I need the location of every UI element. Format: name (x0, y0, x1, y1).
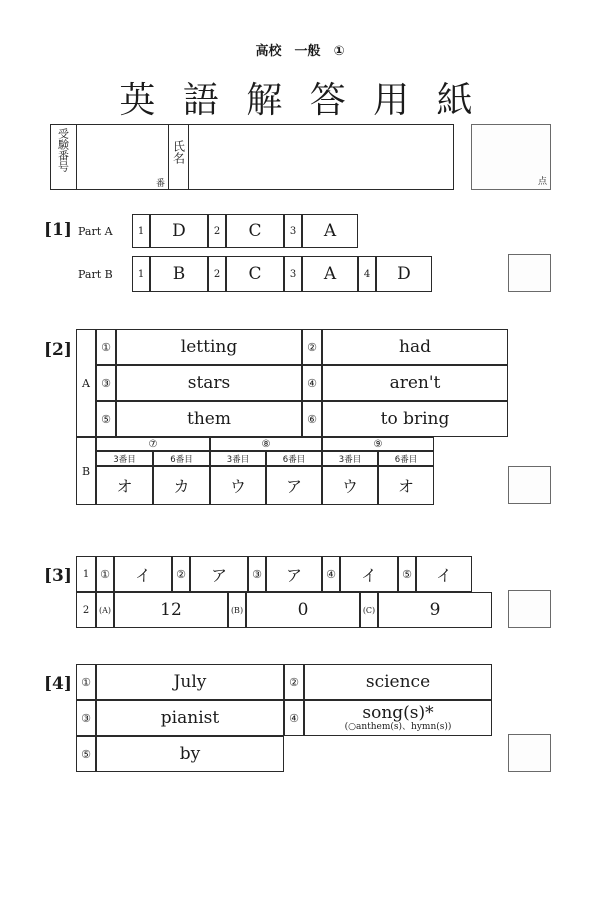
page-title: 英 語 解 答 用 紙 (119, 80, 481, 121)
q4-answer-4[interactable] (304, 700, 492, 736)
q3-1-answer-3[interactable]: ア (266, 556, 322, 592)
q2b-7-col3-label: 3番目 (96, 451, 153, 466)
section-4-label: [4] (44, 674, 72, 694)
exam-number-field[interactable] (76, 124, 168, 190)
q1b-num-1: 1 (132, 256, 150, 292)
q2b-num-7: ⑦ (96, 437, 210, 451)
q3-1-num-3: ③ (248, 556, 266, 592)
q1a-num-3: 3 (284, 214, 302, 248)
q1b-answer-2[interactable]: C (226, 256, 284, 292)
q2b-7-answer-3[interactable]: オ (96, 466, 153, 505)
name-label (170, 140, 186, 180)
q3-1-answer-1[interactable]: イ (114, 556, 172, 592)
part-a-label: Part A (78, 225, 113, 238)
q1a-answer-2[interactable]: C (226, 214, 284, 248)
q3-1-num-5: ⑤ (398, 556, 416, 592)
q2b-8-answer-3[interactable]: ウ (210, 466, 266, 505)
q4-num-1: ① (76, 664, 96, 700)
q4-score-box[interactable] (508, 734, 551, 772)
name-field[interactable] (188, 124, 454, 190)
ten-label: 点 (538, 177, 548, 187)
q2a-answer-1[interactable]: letting (116, 329, 302, 365)
q4-num-5: ⑤ (76, 736, 96, 772)
q3-1-answer-5[interactable]: イ (416, 556, 472, 592)
divider (168, 124, 169, 190)
q2a-answer-2[interactable]: had (322, 329, 508, 365)
q3-2-answer-b[interactable]: 0 (246, 592, 360, 628)
q2b-8-col3-label: 3番目 (210, 451, 266, 466)
q3-1-answer-4[interactable]: イ (340, 556, 398, 592)
q3-1-num-2: ② (172, 556, 190, 592)
q3-1-answer-2[interactable]: ア (190, 556, 248, 592)
q2a-num-5: ⑤ (96, 401, 116, 437)
q4-answer-3[interactable]: pianist (96, 700, 284, 736)
q2a-num-2: ② (302, 329, 322, 365)
q2b-7-answer-6[interactable]: カ (153, 466, 210, 505)
q2-score-box[interactable] (508, 466, 551, 504)
q2a-answer-4[interactable]: aren't (322, 365, 508, 401)
q2-b-label: B (76, 437, 96, 505)
q1a-answer-3[interactable]: A (302, 214, 358, 248)
name-label-text: 氏名 (171, 140, 186, 164)
q1a-num-1: 1 (132, 214, 150, 248)
section-2-label: [2] (44, 340, 72, 360)
section-1-label: [1] (44, 220, 72, 240)
q1a-answer-1[interactable]: D (150, 214, 208, 248)
q1b-answer-1[interactable]: B (150, 256, 208, 292)
q2-a-label: A (76, 329, 96, 437)
q3-1-num-1: ① (96, 556, 114, 592)
q2a-num-3: ③ (96, 365, 116, 401)
q4-answer-4-text: song(s)* (362, 702, 434, 723)
q3-1-num-4: ④ (322, 556, 340, 592)
q3-row1-num: 1 (76, 556, 96, 592)
q1b-answer-3[interactable]: A (302, 256, 358, 292)
q3-2-label-b: (B) (228, 592, 246, 628)
section-3-label: [3] (44, 566, 72, 586)
q3-2-label-a: (A) (96, 592, 114, 628)
q4-answer-1[interactable]: July (96, 664, 284, 700)
q4-answer-5[interactable]: by (96, 736, 284, 772)
q1b-num-2: 2 (208, 256, 226, 292)
q2a-num-6: ⑥ (302, 401, 322, 437)
q2b-7-col6-label: 6番目 (153, 451, 210, 466)
q2b-num-9: ⑨ (322, 437, 434, 451)
q1b-answer-4[interactable]: D (376, 256, 432, 292)
q4-num-2: ② (284, 664, 304, 700)
q3-2-answer-c[interactable]: 9 (378, 592, 492, 628)
q2b-9-col6-label: 6番目 (378, 451, 434, 466)
q2b-9-answer-6[interactable]: オ (378, 466, 434, 505)
q4-answer-4-note: (○anthem(s)、hymn(s)) (344, 721, 452, 732)
q2a-answer-5[interactable]: them (116, 401, 302, 437)
ban-label: 番 (156, 179, 166, 189)
part-b-label: Part B (78, 268, 113, 281)
q4-num-4: ④ (284, 700, 304, 736)
q2a-num-4: ④ (302, 365, 322, 401)
q2a-answer-3[interactable]: stars (116, 365, 302, 401)
q1b-num-4: 4 (358, 256, 376, 292)
exam-number-label (54, 128, 72, 188)
exam-number-label-text: 受験番号 (56, 128, 70, 172)
q3-2-answer-a[interactable]: 12 (114, 592, 228, 628)
q1a-num-2: 2 (208, 214, 226, 248)
q4-num-3: ③ (76, 700, 96, 736)
q3-row2-num: 2 (76, 592, 96, 628)
q2b-9-answer-3[interactable]: ウ (322, 466, 378, 505)
q2b-9-col3-label: 3番目 (322, 451, 378, 466)
q4-answer-2[interactable]: science (304, 664, 492, 700)
exam-label: 高校 一般 ① (255, 44, 345, 59)
q3-score-box[interactable] (508, 590, 551, 628)
q2a-answer-6[interactable]: to bring (322, 401, 508, 437)
q2b-8-answer-6[interactable]: ア (266, 466, 322, 505)
q2a-num-1: ① (96, 329, 116, 365)
q1b-num-3: 3 (284, 256, 302, 292)
q2b-8-col6-label: 6番目 (266, 451, 322, 466)
q2b-num-8: ⑧ (210, 437, 322, 451)
q3-2-label-c: (C) (360, 592, 378, 628)
q1-score-box[interactable] (508, 254, 551, 292)
